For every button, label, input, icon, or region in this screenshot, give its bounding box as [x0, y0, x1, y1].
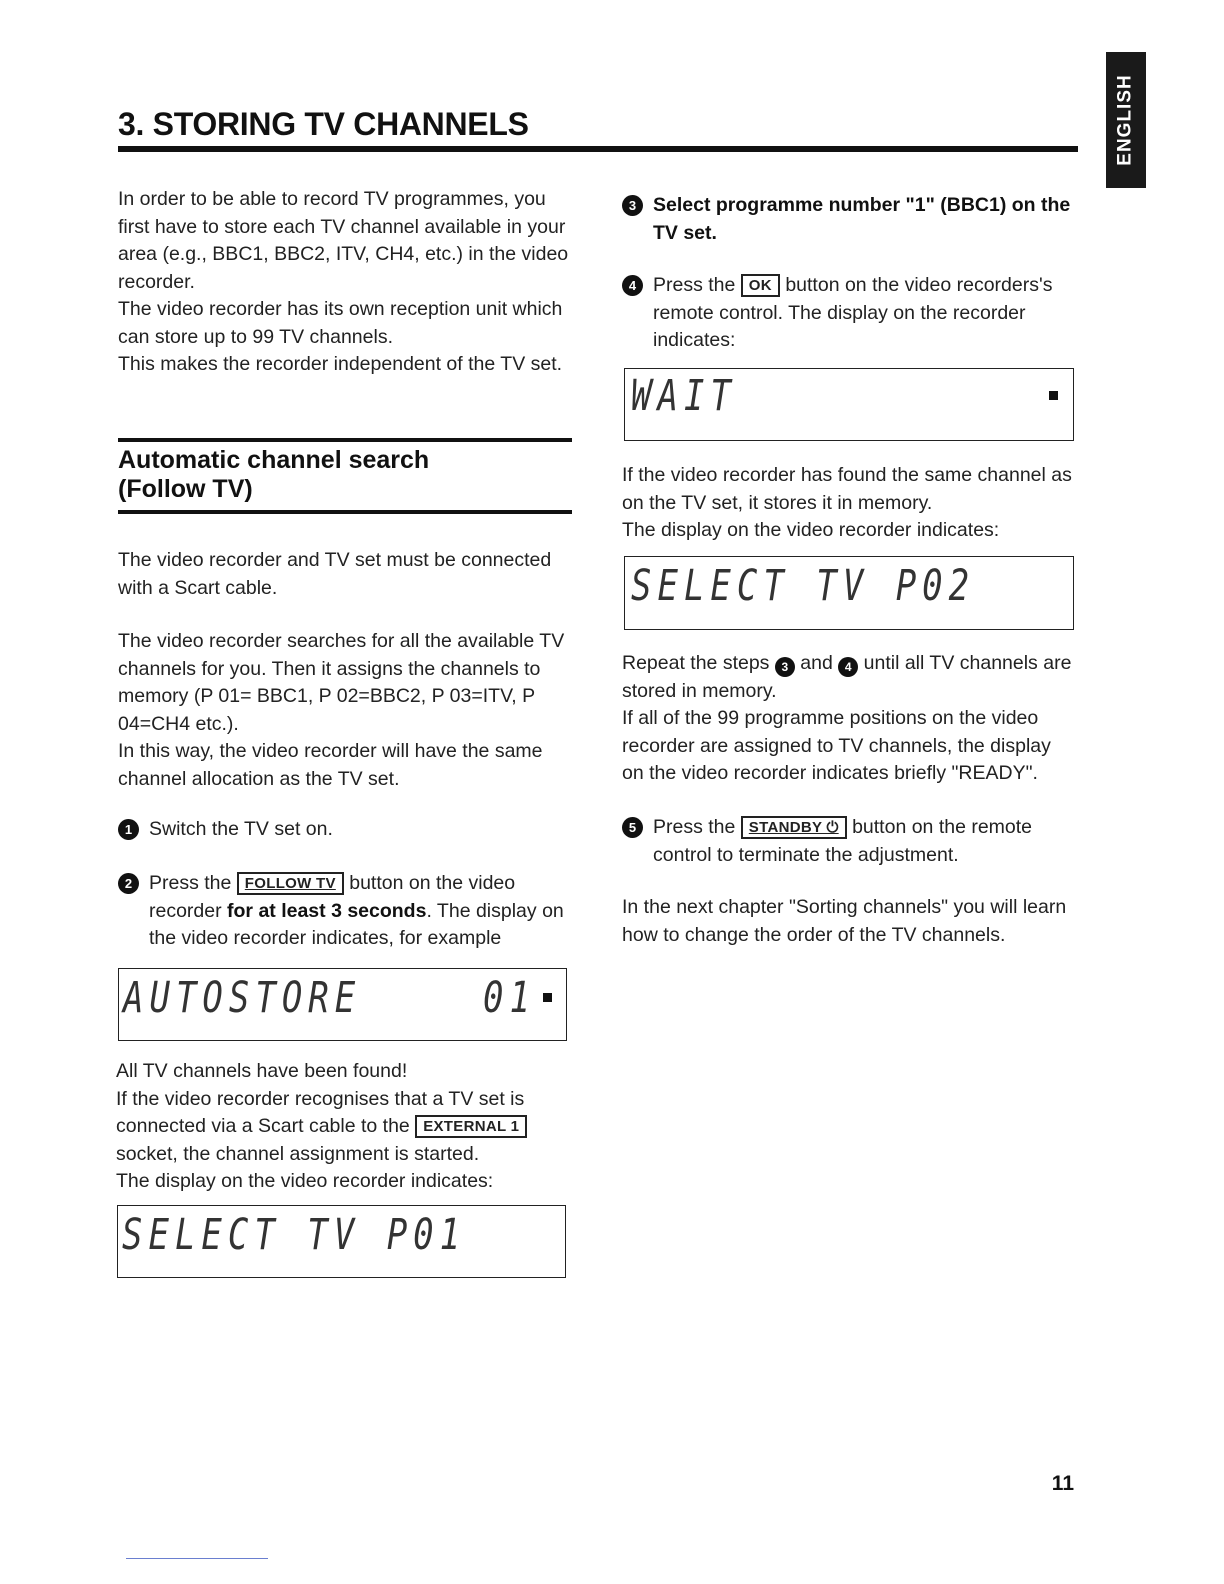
repeat-text: If all of the 99 programme positions on the video recorder are assigned to TV channels, the display on the video recorder indicates briefly "READY". [622, 707, 1051, 784]
repeat-text-part: and [794, 652, 839, 674]
stored-paragraph [622, 462, 1074, 545]
step-number-badge: 4 [838, 657, 858, 677]
lcd-indicator-dot [1049, 391, 1058, 400]
lcd-display-autostore [118, 968, 567, 1041]
step-text-part: Press the [149, 872, 237, 894]
step-text: Switch the TV set on. [149, 818, 333, 840]
intro-text [118, 186, 570, 379]
step-1 [118, 816, 570, 844]
section-heading [118, 446, 429, 504]
repeat-text-part: until all TV channels are stored in memory. [622, 652, 1072, 702]
step-text-bold: for at least 3 seconds [227, 899, 427, 922]
found-text: The display on the video recorder indicates: [116, 1170, 494, 1192]
step-text-part: Press the [653, 274, 741, 296]
step-text-part: button on the video recorders's remote control. The display on the recorder indicates: [653, 274, 1053, 351]
section-heading-line: Automatic channel search [118, 446, 430, 474]
step-number-badge: 3 [622, 195, 643, 216]
lcd-display-select-p02 [624, 556, 1074, 630]
step-2 [118, 870, 570, 953]
stored-text: The display on the video recorder indicates: [622, 519, 1000, 541]
found-paragraph [116, 1058, 572, 1196]
step-text [653, 814, 1074, 869]
step-text-part: . The display on the video recorder indicates, for example [149, 899, 564, 949]
next-chapter-text: In the next chapter "Sorting channels" you will learn how to change the order of the TV channels. [622, 896, 1067, 946]
step-5 [622, 814, 1074, 869]
scart-paragraph [118, 547, 570, 602]
lcd-display-wait [624, 368, 1074, 441]
step-text-part: button on the remote control to terminate the adjustment. [653, 816, 1033, 866]
intro-paragraph: In order to be able to record TV programmes, you first have to store each TV channel available in your area (e.g., BBC1, BBC2, ITV, CH4, etc.) in the video recorder. [118, 188, 569, 293]
search-text: In this way, the video recorder will have the same channel allocation as the TV set. [118, 740, 543, 790]
step-4 [622, 272, 1072, 355]
step-text: Select programme number "1" (BBC1) on the TV set. [653, 194, 1071, 244]
page-number: 11 [1051, 1472, 1074, 1495]
stored-text: If the video recorder has found the same channel as on the TV set, it stores it in memory. [622, 464, 1072, 514]
scart-text: The video recorder and TV set must be connected with a Scart cable. [118, 549, 552, 599]
repeat-paragraph [622, 650, 1074, 788]
intro-paragraph: This makes the recorder independent of the TV set. [118, 353, 563, 375]
found-text: All TV channels have been found! [116, 1060, 408, 1082]
repeat-text-part: Repeat the steps [622, 652, 775, 674]
step-3 [622, 192, 1072, 247]
found-text-part: If the video recorder recognises that a TV set is connected via a Scart cable to the [116, 1087, 525, 1137]
step-number-badge: 5 [622, 817, 643, 838]
section-rule-top [118, 438, 572, 442]
step-number-badge: 1 [118, 819, 139, 840]
language-tab-label: ENGLISH [1115, 74, 1137, 166]
page-title: 3. STORING TV CHANNELS [118, 106, 529, 142]
step-number-badge: 2 [118, 873, 139, 894]
step-text [653, 272, 1072, 355]
search-paragraph [118, 628, 570, 793]
standby-key-label: STANDBY ⏻ [741, 816, 847, 839]
step-text-part: Press the [653, 816, 741, 838]
footnote-rule [126, 1558, 268, 1559]
section-heading-line: (Follow TV) [118, 475, 253, 503]
lcd-text: SELECT TV P02 [631, 561, 976, 611]
search-text: The video recorder searches for all the available TV channels for you. Then it assigns the channels to memory (P 01= BBC1, P 02=BBC2, P 03=ITV, P 04=CH4 etc.). [118, 630, 565, 735]
step-text [149, 870, 570, 953]
lcd-text: WAIT [631, 371, 737, 421]
found-text [116, 1086, 572, 1169]
step-text-part: button on the video recorder [149, 872, 516, 922]
step-number-badge: 4 [622, 275, 643, 296]
next-chapter-paragraph [622, 894, 1082, 949]
lcd-display-select-p01 [117, 1205, 566, 1278]
found-text-part: socket, the channel assignment is started. [116, 1142, 480, 1165]
lcd-indicator-dot [543, 993, 552, 1002]
step-number-badge: 3 [775, 657, 795, 677]
external-1-key-label: EXTERNAL 1 [415, 1115, 527, 1138]
lcd-text: AUTOSTORE [123, 973, 362, 1023]
ok-key-label: OK [741, 274, 780, 297]
repeat-text [622, 650, 1074, 705]
lcd-text: 01 [483, 973, 536, 1023]
language-tab [1106, 52, 1146, 188]
lcd-text: SELECT TV P01 [122, 1210, 467, 1260]
section-rule-bottom [118, 510, 572, 514]
follow-tv-key-label: FOLLOW TV [237, 872, 344, 895]
intro-paragraph: The video recorder has its own reception unit which can store up to 99 TV channels. [118, 298, 563, 348]
title-divider [118, 146, 1078, 152]
